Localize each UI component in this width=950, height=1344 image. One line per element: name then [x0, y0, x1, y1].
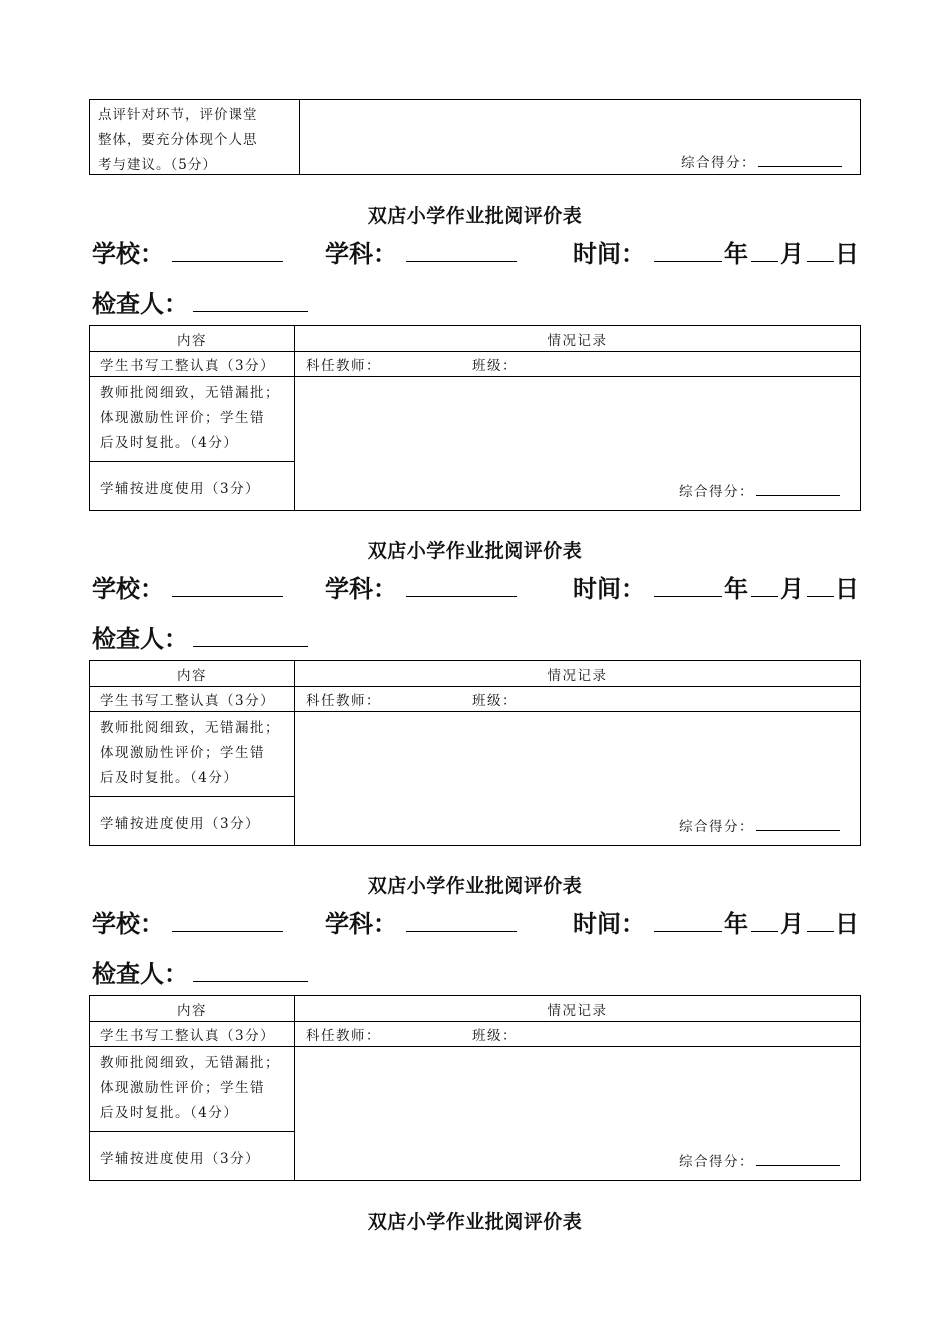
criteria-line: 考与建议。（5分） — [98, 157, 217, 173]
time-label: 时间： — [573, 240, 645, 268]
criterion-line: 体现激励性评价；学生错 — [100, 1080, 265, 1096]
form-header-row — [92, 234, 862, 268]
inspector-label: 检查人： — [92, 625, 188, 653]
inspector-blank[interactable] — [193, 311, 308, 312]
criteria-cell — [90, 100, 300, 174]
row-divider — [90, 711, 860, 712]
evaluation-table — [89, 995, 861, 1181]
month-blank[interactable] — [751, 261, 778, 262]
score-label: 综合得分： — [681, 155, 756, 171]
month-label: 月 — [780, 575, 804, 603]
teacher-label: 科任教师： — [306, 693, 381, 709]
criterion-line: 体现激励性评价；学生错 — [100, 410, 265, 426]
month-label: 月 — [780, 910, 804, 938]
criterion-workbook: 学辅按进度使用（3分） — [100, 1151, 261, 1167]
class-label: 班级： — [472, 358, 517, 374]
subject-label: 学科： — [325, 240, 397, 268]
row-divider — [90, 796, 294, 797]
row-divider — [90, 376, 860, 377]
criterion-line: 后及时复批。（4分） — [100, 770, 239, 786]
year-label: 年 — [724, 575, 748, 603]
row-divider — [90, 1046, 860, 1047]
class-label: 班级： — [472, 693, 517, 709]
overall-score — [679, 815, 840, 835]
day-label: 日 — [835, 240, 859, 268]
criterion-grading — [100, 1051, 280, 1126]
row-divider — [90, 686, 860, 687]
form-title: 双店小学作业批阅评价表 — [367, 540, 583, 562]
column-header-content: 内容 — [177, 333, 207, 349]
form-title: 双店小学作业批阅评价表 — [367, 1211, 583, 1233]
column-header-record: 情况记录 — [547, 333, 608, 349]
month-label: 月 — [780, 240, 804, 268]
form-title: 双店小学作业批阅评价表 — [367, 205, 583, 227]
school-blank[interactable] — [172, 931, 283, 932]
criteria-line: 整体，要充分体现个人思 — [98, 132, 258, 148]
subject-label: 学科： — [325, 575, 397, 603]
year-blank[interactable] — [654, 596, 722, 597]
subject-label: 学科： — [325, 910, 397, 938]
column-divider — [294, 326, 295, 510]
criterion-line: 教师批阅细致，无错漏批； — [100, 385, 280, 401]
criterion-writing: 学生书写工整认真（3分） — [100, 1028, 276, 1044]
form-header-row — [92, 904, 862, 938]
inspector-row — [92, 954, 862, 988]
inspector-blank[interactable] — [193, 646, 308, 647]
subject-blank[interactable] — [406, 931, 517, 932]
criteria-line: 点评针对环节，评价课堂 — [98, 107, 258, 123]
class-label: 班级： — [472, 1028, 517, 1044]
year-blank[interactable] — [654, 931, 722, 932]
day-blank[interactable] — [807, 261, 834, 262]
year-blank[interactable] — [654, 261, 722, 262]
row-divider — [90, 461, 294, 462]
column-header-content: 内容 — [177, 668, 207, 684]
row-divider — [90, 1021, 860, 1022]
column-header-record: 情况记录 — [547, 668, 608, 684]
criterion-line: 体现激励性评价；学生错 — [100, 745, 265, 761]
year-label: 年 — [724, 910, 748, 938]
criterion-line: 教师批阅细致，无错漏批； — [100, 1055, 280, 1071]
column-header-record: 情况记录 — [547, 1003, 608, 1019]
criterion-grading — [100, 716, 280, 791]
inspector-label: 检查人： — [92, 290, 188, 318]
criterion-line: 后及时复批。（4分） — [100, 1105, 239, 1121]
month-blank[interactable] — [751, 931, 778, 932]
inspector-row — [92, 619, 862, 653]
column-divider — [294, 661, 295, 845]
teacher-label: 科任教师： — [306, 1028, 381, 1044]
subject-blank[interactable] — [406, 261, 517, 262]
school-label: 学校： — [92, 240, 164, 268]
time-label: 时间： — [573, 575, 645, 603]
previous-form-fragment — [89, 99, 861, 175]
criterion-line: 教师批阅细致，无错漏批； — [100, 720, 280, 736]
column-header-content: 内容 — [177, 1003, 207, 1019]
score-label: 综合得分： — [679, 819, 754, 835]
form-title: 双店小学作业批阅评价表 — [367, 875, 583, 897]
day-blank[interactable] — [807, 596, 834, 597]
row-divider — [90, 351, 860, 352]
school-label: 学校： — [92, 910, 164, 938]
criterion-writing: 学生书写工整认真（3分） — [100, 693, 276, 709]
school-blank[interactable] — [172, 261, 283, 262]
inspector-blank[interactable] — [193, 981, 308, 982]
day-blank[interactable] — [807, 931, 834, 932]
record-cell — [300, 100, 860, 174]
criterion-grading — [100, 381, 280, 456]
subject-blank[interactable] — [406, 596, 517, 597]
day-label: 日 — [835, 575, 859, 603]
overall-score — [681, 151, 842, 171]
row-divider — [90, 1131, 294, 1132]
overall-score — [679, 1150, 840, 1170]
school-blank[interactable] — [172, 596, 283, 597]
score-label: 综合得分： — [679, 484, 754, 500]
inspector-row — [92, 284, 862, 318]
month-blank[interactable] — [751, 596, 778, 597]
overall-score — [679, 480, 840, 500]
column-divider — [294, 996, 295, 1180]
score-blank[interactable] — [756, 495, 840, 496]
criterion-writing: 学生书写工整认真（3分） — [100, 358, 276, 374]
score-blank[interactable] — [758, 166, 842, 167]
score-blank[interactable] — [756, 1165, 840, 1166]
year-label: 年 — [724, 240, 748, 268]
evaluation-table — [89, 325, 861, 511]
evaluation-table — [89, 660, 861, 846]
form-header-row — [92, 569, 862, 603]
score-label: 综合得分： — [679, 1154, 754, 1170]
inspector-label: 检查人： — [92, 960, 188, 988]
teacher-label: 科任教师： — [306, 358, 381, 374]
score-blank[interactable] — [756, 830, 840, 831]
day-label: 日 — [835, 910, 859, 938]
criterion-workbook: 学辅按进度使用（3分） — [100, 481, 261, 497]
criterion-line: 后及时复批。（4分） — [100, 435, 239, 451]
time-label: 时间： — [573, 910, 645, 938]
school-label: 学校： — [92, 575, 164, 603]
criterion-workbook: 学辅按进度使用（3分） — [100, 816, 261, 832]
